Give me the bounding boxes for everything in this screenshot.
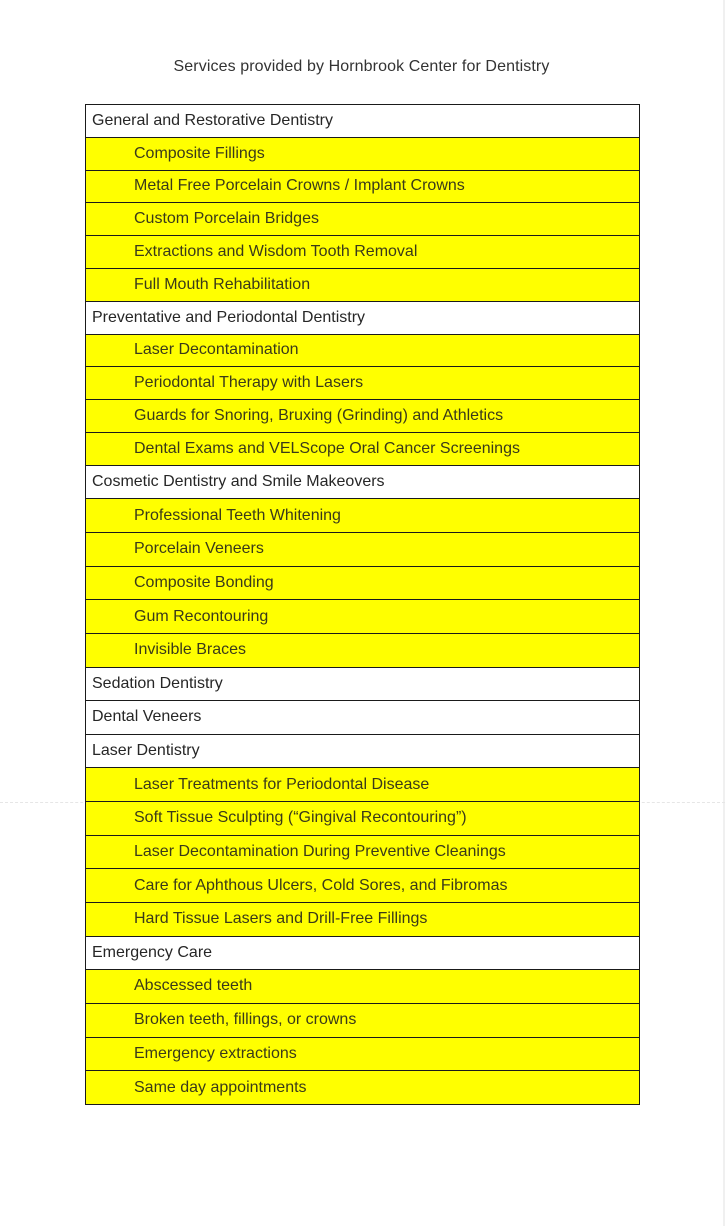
service-item: Same day appointments xyxy=(86,1071,639,1105)
service-item: Soft Tissue Sculpting (“Gingival Recontouring”) xyxy=(86,802,639,836)
service-item: Broken teeth, fillings, or crowns xyxy=(86,1004,639,1038)
service-item: Porcelain Veneers xyxy=(86,533,639,567)
section-heading: Emergency Care xyxy=(86,937,639,971)
service-item: Emergency extractions xyxy=(86,1038,639,1072)
service-item: Extractions and Wisdom Tooth Removal xyxy=(86,236,639,269)
section-heading: Laser Dentistry xyxy=(86,735,639,769)
service-item: Laser Treatments for Periodontal Disease xyxy=(86,768,639,802)
service-item: Metal Free Porcelain Crowns / Implant Crowns xyxy=(86,171,639,204)
section-heading: Sedation Dentistry xyxy=(86,668,639,702)
service-item: Professional Teeth Whitening xyxy=(86,499,639,533)
section-emergency xyxy=(86,937,639,1105)
service-item: Periodontal Therapy with Lasers xyxy=(86,367,639,400)
service-item: Dental Exams and VELScope Oral Cancer Screenings xyxy=(86,433,639,466)
service-item: Guards for Snoring, Bruxing (Grinding) and Athletics xyxy=(86,400,639,433)
section-preventative-periodontal xyxy=(86,302,639,466)
services-table xyxy=(85,104,640,1105)
section-heading: Cosmetic Dentistry and Smile Makeovers xyxy=(86,466,639,500)
section-heading: General and Restorative Dentistry xyxy=(86,105,639,138)
section-heading: Preventative and Periodontal Dentistry xyxy=(86,302,639,335)
section-dental-veneers xyxy=(86,701,639,735)
service-item: Custom Porcelain Bridges xyxy=(86,203,639,236)
service-item: Full Mouth Rehabilitation xyxy=(86,269,639,302)
service-item: Composite Fillings xyxy=(86,138,639,171)
service-item: Laser Decontamination xyxy=(86,335,639,368)
service-item: Invisible Braces xyxy=(86,634,639,668)
section-cosmetic xyxy=(86,466,639,668)
section-laser xyxy=(86,735,639,937)
service-item: Hard Tissue Lasers and Drill-Free Fillings xyxy=(86,903,639,937)
section-heading: Dental Veneers xyxy=(86,701,639,735)
service-item: Laser Decontamination During Preventive Cleanings xyxy=(86,836,639,870)
service-item: Abscessed teeth xyxy=(86,970,639,1004)
page-title: Services provided by Hornbrook Center for Dentistry xyxy=(173,58,550,75)
service-item: Gum Recontouring xyxy=(86,600,639,634)
service-item: Composite Bonding xyxy=(86,567,639,601)
service-item: Care for Aphthous Ulcers, Cold Sores, and Fibromas xyxy=(86,869,639,903)
section-sedation xyxy=(86,668,639,702)
section-general-restorative xyxy=(86,105,639,302)
